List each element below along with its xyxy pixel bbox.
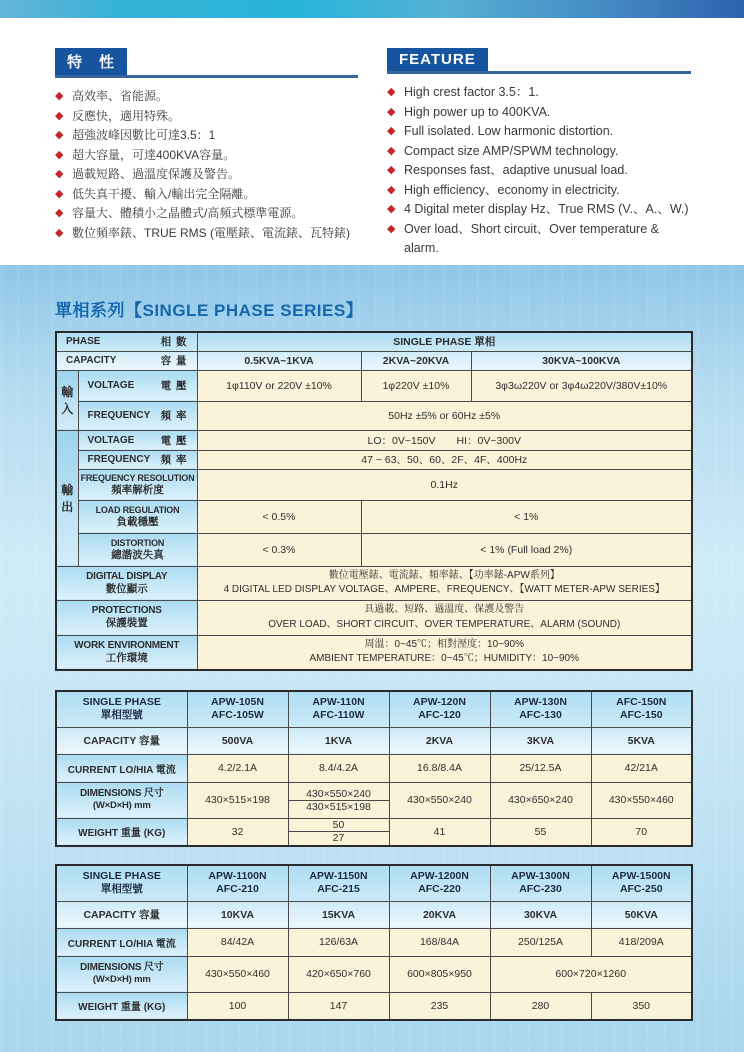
section-title: 單相系列【SINGLE PHASE SERIES】 — [55, 301, 364, 320]
table-row — [56, 901, 692, 928]
diamond-bullet-icon: ◆ — [55, 207, 64, 219]
capacity-value-cell: 50KVA — [591, 901, 692, 928]
capacity-label-cell: CAPACITY 容量 — [56, 901, 187, 928]
diamond-bullet-icon: ◆ — [387, 183, 396, 196]
list-item: ◆ Over load、Short circuit、Over temperature & alarm. — [387, 221, 659, 255]
weight-value-cell: 70 — [591, 818, 692, 846]
diamond-bullet-icon: ◆ — [55, 187, 64, 200]
capacity-value-cell: 30KVA — [490, 901, 591, 928]
output-voltage-label-cell: VOLTAGE 電 壓 — [78, 430, 197, 450]
list-item: ◆ 超大容量，可達400KVA容量。 — [55, 146, 358, 166]
dimensions-label-cell: DIMENSIONS 尺寸 (W×D×H) mm — [56, 956, 187, 992]
model-table-10kva-50kva — [55, 864, 693, 1021]
dimensions-value-cell: 430×550×240 430×515×198 — [288, 782, 389, 818]
table-row — [56, 635, 692, 670]
model-name-cell: APW-1300N AFC-230 — [490, 865, 591, 901]
diamond-bullet-icon: ◆ — [55, 109, 64, 122]
dimensions-value-cell: 430×515×198 — [187, 782, 288, 818]
phase-value-cell: SINGLE PHASE 單相 — [197, 332, 692, 351]
list-item: ◆ Compact size AMP/SPWM technology. — [387, 142, 691, 162]
table-row — [56, 469, 692, 500]
list-item: ◆ 數位頻率錶、TRUE RMS (電壓錶、電流錶、瓦特錶) — [55, 224, 358, 244]
capacity-value-cell: 3KVA — [490, 727, 591, 754]
work-environment-value-cell: 周溫：0~45℃；相對溼度：10~90% AMBIENT TEMPERATURE：0~45℃；HUMIDITY：10~90% — [197, 635, 692, 670]
load-regulation-value-cell: < 1% — [361, 500, 692, 533]
table-row — [56, 928, 692, 956]
dimensions-label-cell: DIMENSIONS 尺寸 (W×D×H) mm — [56, 782, 187, 818]
capacity-range-cell: 30KVA~100KVA — [471, 351, 692, 370]
weight-value-cell: 41 — [389, 818, 490, 846]
table-row — [56, 818, 692, 846]
dimensions-value-cell: 430×550×240 — [389, 782, 490, 818]
list-item: ◆ 過載短路、過溫度保護及警告。 — [55, 165, 358, 185]
model-name-cell: APW-1200N AFC-220 — [389, 865, 490, 901]
current-value-cell: 4.2/2.1A — [187, 754, 288, 782]
features-en-column — [387, 48, 691, 259]
load-regulation-label-cell: LOAD REGULATION 負載穩壓 — [78, 500, 197, 533]
protections-value-cell: 具過載、短路、過溫度、保護及警告 OVER LOAD、SHORT CIRCUIT、OVER TEMPERATURE、ALARM (SOUND) — [197, 600, 692, 635]
diamond-bullet-icon: ◆ — [387, 125, 396, 137]
table-row — [56, 351, 692, 370]
single-phase-section — [0, 265, 744, 1052]
digital-display-value-cell: 數位電壓錶、電流錶、頻率錶、【功率錶-APW系列】 4 DIGITAL LED DISPLAY VOLTAGE、AMPERE、FREQUENCY、【WATT METER-APW SERIES】 — [197, 566, 692, 600]
phase-label-cell: PHASE 相 數 — [56, 332, 197, 351]
dimensions-value-cell: 600×805×950 — [389, 956, 490, 992]
list-item: ◆ High crest factor 3.5：1. — [387, 83, 691, 103]
table-row — [56, 727, 692, 754]
features-en-header-rule — [387, 48, 691, 74]
model-header-label-cell: SINGLE PHASE 單相型號 — [56, 865, 187, 901]
model-header-label-cell: SINGLE PHASE 單相型號 — [56, 691, 187, 727]
input-voltage-value-cell: 1φ220V ±10% — [361, 370, 471, 401]
features-section — [55, 48, 691, 259]
weight-value-cell: 32 — [187, 818, 288, 846]
capacity-range-cell: 0.5KVA~1KVA — [197, 351, 361, 370]
weight-label-cell: WEIGHT 重量 (KG) — [56, 992, 187, 1020]
capacity-value-cell: 15KVA — [288, 901, 389, 928]
model-name-cell: APW-130N AFC-130 — [490, 691, 591, 727]
capacity-value-cell: 500VA — [187, 727, 288, 754]
dimensions-value-cell: 600×720×1260 — [490, 956, 692, 992]
features-zh-column — [55, 48, 358, 259]
single-phase-spec-table — [55, 331, 693, 671]
load-regulation-value-cell: < 0.5% — [197, 500, 361, 533]
diamond-bullet-icon: ◆ — [387, 144, 396, 157]
distortion-value-cell: < 0.3% — [197, 533, 361, 566]
weight-value-cell: 280 — [490, 992, 591, 1020]
current-value-cell: 8.4/4.2A — [288, 754, 389, 782]
diamond-bullet-icon: ◆ — [55, 90, 64, 102]
current-value-cell: 25/12.5A — [490, 754, 591, 782]
current-value-cell: 84/42A — [187, 928, 288, 956]
list-item: ◆ High efficiency、economy in electricity. — [387, 181, 691, 201]
input-voltage-label-cell: VOLTAGE 電 壓 — [78, 370, 197, 401]
input-group-cell: 輸 入 — [56, 370, 78, 430]
table-row — [56, 332, 692, 351]
dimensions-value-cell: 430×550×460 — [187, 956, 288, 992]
current-label-cell: CURRENT LO/HIA 電流 — [56, 928, 187, 956]
model-name-cell: APW-1500N AFC-250 — [591, 865, 692, 901]
table-row — [56, 956, 692, 992]
weight-label-cell: WEIGHT 重量 (KG) — [56, 818, 187, 846]
weight-value-cell: 100 — [187, 992, 288, 1020]
current-value-cell: 16.8/8.4A — [389, 754, 490, 782]
weight-value-cell: 147 — [288, 992, 389, 1020]
output-frequency-value-cell: 47 ~ 63、50、60、2F、4F、400Hz — [197, 450, 692, 469]
distortion-value-cell: < 1% (Full load 2%) — [361, 533, 692, 566]
table-row — [56, 754, 692, 782]
input-frequency-label-cell: FREQUENCY 頻 率 — [78, 401, 197, 430]
freq-resolution-label-cell: FREQUENCY RESOLUTION 頻率解析度 — [78, 469, 197, 500]
freq-resolution-value-cell: 0.1Hz — [197, 469, 692, 500]
weight-value-cell: 55 — [490, 818, 591, 846]
list-item: ◆ 低失真干擾、輸入/輸出完全隔離。 — [55, 185, 358, 205]
list-item: ◆ High power up to 400KVA. — [387, 103, 691, 123]
table-row — [56, 370, 692, 401]
input-voltage-value-cell: 1φ110V or 220V ±10% — [197, 370, 361, 401]
diamond-bullet-icon: ◆ — [387, 86, 396, 98]
table-row — [56, 691, 692, 727]
model-name-cell: APW-1100N AFC-210 — [187, 865, 288, 901]
list-item: ◆ Responses fast、adaptive unusual load. — [387, 161, 691, 181]
list-item: ◆ 4 Digital meter display Hz、True RMS (V.、A.、W.) — [387, 200, 691, 220]
work-environment-label-cell: WORK ENVIRONMENT 工作環境 — [56, 635, 197, 670]
features-zh-title: 特 性 — [55, 48, 127, 75]
table-row — [56, 500, 692, 533]
features-zh-list — [55, 87, 358, 243]
table-row — [56, 992, 692, 1020]
diamond-bullet-icon: ◆ — [387, 105, 396, 118]
table-row — [56, 533, 692, 566]
table-row — [56, 401, 692, 430]
capacity-label-cell: CAPACITY 容量 — [56, 727, 187, 754]
output-voltage-value-cell: LO：0V~150V HI：0V~300V — [197, 430, 692, 450]
capacity-range-cell: 2KVA~20KVA — [361, 351, 471, 370]
input-frequency-value-cell: 50Hz ±5% or 60Hz ±5% — [197, 401, 692, 430]
current-value-cell: 126/63A — [288, 928, 389, 956]
current-value-cell: 168/84A — [389, 928, 490, 956]
list-item: ◆ 反應快，適用特殊。 — [55, 107, 358, 127]
model-table-500va-5kva — [55, 690, 693, 847]
capacity-label-cell: CAPACITY 容 量 — [56, 351, 197, 370]
dimensions-value-cell: 430×550×460 — [591, 782, 692, 818]
list-item: ◆ 高效率、省能源。 — [55, 87, 358, 107]
capacity-value-cell: 10KVA — [187, 901, 288, 928]
current-value-cell: 418/209A — [591, 928, 692, 956]
table-row — [56, 600, 692, 635]
diamond-bullet-icon: ◆ — [55, 226, 64, 239]
table-row — [56, 782, 692, 818]
dimensions-value-cell: 420×650×760 — [288, 956, 389, 992]
diamond-bullet-icon: ◆ — [387, 222, 396, 235]
current-label-cell: CURRENT LO/HIA 電流 — [56, 754, 187, 782]
list-item: ◆ 容量大、體積小之晶體式/高頻式標準電源。 — [55, 204, 358, 224]
model-name-cell: APW-1150N AFC-215 — [288, 865, 389, 901]
list-item: ◆ 超強波峰因數比可達3.5：1 — [55, 126, 358, 146]
digital-display-label-cell: DIGITAL DISPLAY 數位顯示 — [56, 566, 197, 600]
features-en-title: FEATURE — [387, 48, 488, 71]
diamond-bullet-icon: ◆ — [55, 129, 64, 141]
output-frequency-label-cell: FREQUENCY 頻 率 — [78, 450, 197, 469]
table-row — [56, 450, 692, 469]
weight-value-cell: 235 — [389, 992, 490, 1020]
distortion-label-cell: DISTORTION 總諧波失真 — [78, 533, 197, 566]
current-value-cell: 250/125A — [490, 928, 591, 956]
table-row — [56, 865, 692, 901]
diamond-bullet-icon: ◆ — [387, 203, 396, 215]
weight-value-cell: 50 27 — [288, 818, 389, 846]
table-row — [56, 430, 692, 450]
dimensions-value-cell: 430×650×240 — [490, 782, 591, 818]
features-en-list — [387, 83, 691, 259]
output-group-cell: 輸 出 — [56, 430, 78, 566]
model-name-cell: AFC-150N AFC-150 — [591, 691, 692, 727]
features-zh-header-rule — [55, 48, 358, 78]
model-name-cell: APW-120N AFC-120 — [389, 691, 490, 727]
current-value-cell: 42/21A — [591, 754, 692, 782]
input-voltage-value-cell: 3φ3ω220V or 3φ4ω220V/380V±10% — [471, 370, 692, 401]
model-name-cell: APW-105N AFC-105W — [187, 691, 288, 727]
list-item: ◆ Full isolated. Low harmonic distortion. — [387, 122, 691, 142]
table-row — [56, 566, 692, 600]
capacity-value-cell: 5KVA — [591, 727, 692, 754]
diamond-bullet-icon: ◆ — [55, 168, 64, 180]
diamond-bullet-icon: ◆ — [387, 164, 396, 176]
capacity-value-cell: 2KVA — [389, 727, 490, 754]
capacity-value-cell: 20KVA — [389, 901, 490, 928]
diamond-bullet-icon: ◆ — [55, 148, 64, 161]
capacity-value-cell: 1KVA — [288, 727, 389, 754]
protections-label-cell: PROTECTIONS 保護裝置 — [56, 600, 197, 635]
model-name-cell: APW-110N AFC-110W — [288, 691, 389, 727]
top-accent-strip — [0, 0, 744, 18]
weight-value-cell: 350 — [591, 992, 692, 1020]
